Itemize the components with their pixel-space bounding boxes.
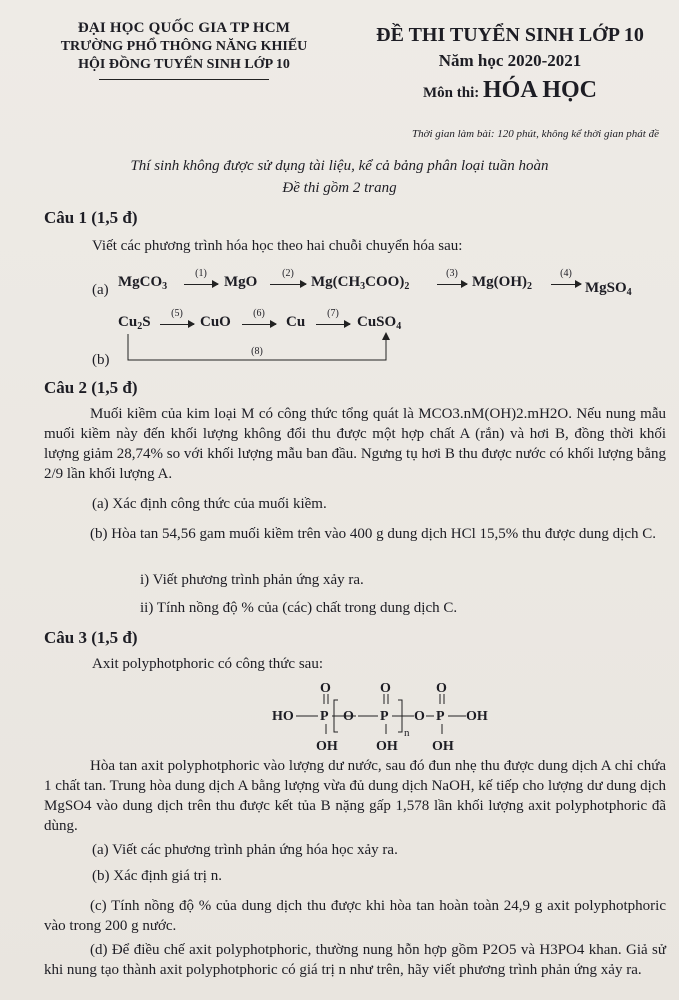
question-1-heading: Câu 1 (1,5 đ) bbox=[44, 208, 138, 227]
chain-a-label: (a) bbox=[92, 282, 109, 298]
svg-text:OH: OH bbox=[316, 739, 338, 754]
council-name: HỘI ĐỒNG TUYỂN SINH LỚP 10 bbox=[78, 57, 290, 72]
arrow-8-label: (8) bbox=[251, 346, 263, 357]
svg-text:HO: HO bbox=[272, 709, 294, 724]
arrow-7 bbox=[316, 324, 350, 325]
time-note: Thời gian làm bài: 120 phút, không kể thời gian phát đề bbox=[411, 128, 659, 140]
arrow-2-label: (2) bbox=[282, 268, 294, 279]
question-2-text: Muối kiềm của kim loại M có công thức tổng quát là MCO3.nM(OH)2.mH2O. Nếu nung mẫu muối kiềm này đến khối lượng không đổi thu được một hợp chất A (rắn) và hơi B, đồng thời khối lượng giảm 28,74% so với khối lượng mẫu ban đầu. Ngưng tụ hơi B thu được nước có khối lượng bằng 2/9 lần khối lượng A. bbox=[44, 406, 666, 482]
rules-note: Thí sinh không được sử dụng tài liệu, kể cả bảng phân loại tuần hoàn bbox=[130, 158, 549, 174]
question-2b-ii: ii) Tính nồng độ % của (các) chất trong dung dịch C. bbox=[140, 600, 458, 616]
arrow-4-label: (4) bbox=[560, 268, 572, 279]
question-2b-i: i) Viết phương trình phản ứng xảy ra. bbox=[140, 572, 364, 588]
chem-mgso4: MgSO$_4$ bbox=[585, 280, 632, 298]
chem-mg-acetate: $Mg(CH_3COO)_2$ bbox=[311, 274, 410, 292]
arrow-6 bbox=[242, 324, 276, 325]
subject-name: HÓA HỌC bbox=[482, 77, 597, 103]
school-name: TRƯỜNG PHỔ THÔNG NĂNG KHIẾU bbox=[60, 39, 308, 54]
chem-cu: Cu bbox=[286, 314, 306, 330]
arrow-4 bbox=[551, 284, 581, 285]
arrow-5 bbox=[160, 324, 194, 325]
svg-text:O: O bbox=[436, 681, 447, 696]
header-underline bbox=[99, 79, 269, 80]
question-2-heading: Câu 2 (1,5 đ) bbox=[44, 378, 138, 397]
arrow-1-label: (1) bbox=[195, 268, 207, 279]
arrow-5-label: (5) bbox=[171, 308, 183, 319]
chem-cu2s: $Cu_2S$ bbox=[118, 314, 151, 332]
header-left bbox=[34, 20, 334, 80]
question-3a: (a) Viết các phương trình phản ứng hóa học xảy ra. bbox=[92, 842, 398, 858]
chain-b-label: (b) bbox=[92, 352, 110, 368]
arrow-6-label: (6) bbox=[253, 308, 265, 319]
question-2b: (b) Hòa tan 54,56 gam muối kiềm trên vào 400 g dung dịch HCl 15,5% thu được dung dịch C. bbox=[90, 526, 656, 542]
svg-text:P: P bbox=[320, 709, 329, 724]
question-3c: (c) Tính nồng độ % của dung dịch thu được khi hòa tan hoàn toàn 24,9 g axit polyphotphoric vào trong 200 g nước. bbox=[44, 898, 666, 934]
exam-title: ĐỀ THI TUYỂN SINH LỚP 10 bbox=[376, 24, 644, 46]
chem-cuo: CuO bbox=[200, 314, 231, 330]
svg-text:O: O bbox=[343, 709, 354, 724]
chem-cuso4: CuSO$_4$ bbox=[357, 314, 402, 332]
polyphosphoric-structure bbox=[270, 676, 510, 756]
svg-text:O: O bbox=[320, 681, 331, 696]
page-count-note: Đề thi gồm 2 trang bbox=[282, 180, 397, 196]
question-3b: (b) Xác định giá trị n. bbox=[92, 868, 222, 884]
svg-text:P: P bbox=[380, 709, 389, 724]
question-3d: (d) Để điều chế axit polyphotphoric, thường nung hỗn hợp gồm P2O5 và H3PO4 khan. Giả sử khi nung tạo thành axit polyphotphoric có giá trị n như trên, hãy viết phương trình phản ứng xảy ra. bbox=[44, 942, 666, 978]
svg-text:O: O bbox=[414, 709, 425, 724]
svg-text:OH: OH bbox=[466, 709, 488, 724]
chem-mgco3: MgCO$_3$ bbox=[118, 274, 168, 292]
arrow-3-label: (3) bbox=[446, 268, 458, 279]
subject-label: Môn thi: bbox=[422, 85, 480, 101]
question-2a: (a) Xác định công thức của muối kiềm. bbox=[92, 496, 327, 512]
arrow-3 bbox=[437, 284, 467, 285]
subject-line bbox=[345, 77, 675, 104]
arrow-2 bbox=[270, 284, 306, 285]
arrow-1 bbox=[184, 284, 218, 285]
svg-text:OH: OH bbox=[376, 739, 398, 754]
question-3-text: Hòa tan axit polyphotphoric vào lượng dư nước, sau đó đun nhẹ thu được dung dịch A chỉ chứa 1 chất tan. Trung hòa dung dịch A bằng lượng vừa đủ dung dịch NaOH, kế tiếp cho lượng dư dung dịch MgSO4 vào dung dịch trên thu được kết tủa B nặng gấp 1,578 lần khối lượng axit polyphotphoric đã dùng. bbox=[44, 758, 666, 834]
university-name: ĐẠI HỌC QUỐC GIA TP HCM bbox=[77, 20, 291, 36]
header-right bbox=[345, 24, 675, 104]
question-3-heading: Câu 3 (1,5 đ) bbox=[44, 628, 138, 647]
chem-mgo: MgO bbox=[224, 274, 258, 290]
chem-mg-hydroxide: $Mg(OH)_2$ bbox=[472, 274, 532, 292]
arrow-7-label: (7) bbox=[327, 308, 339, 319]
school-year: Năm học 2020-2021 bbox=[438, 51, 582, 70]
svg-text:O: O bbox=[380, 681, 391, 696]
svg-text:n: n bbox=[404, 727, 410, 739]
svg-text:P: P bbox=[436, 709, 445, 724]
svg-text:OH: OH bbox=[432, 739, 454, 754]
question-1-intro: Viết các phương trình hóa học theo hai chuỗi chuyển hóa sau: bbox=[92, 238, 463, 254]
question-3-intro: Axit polyphotphoric có công thức sau: bbox=[92, 656, 324, 672]
